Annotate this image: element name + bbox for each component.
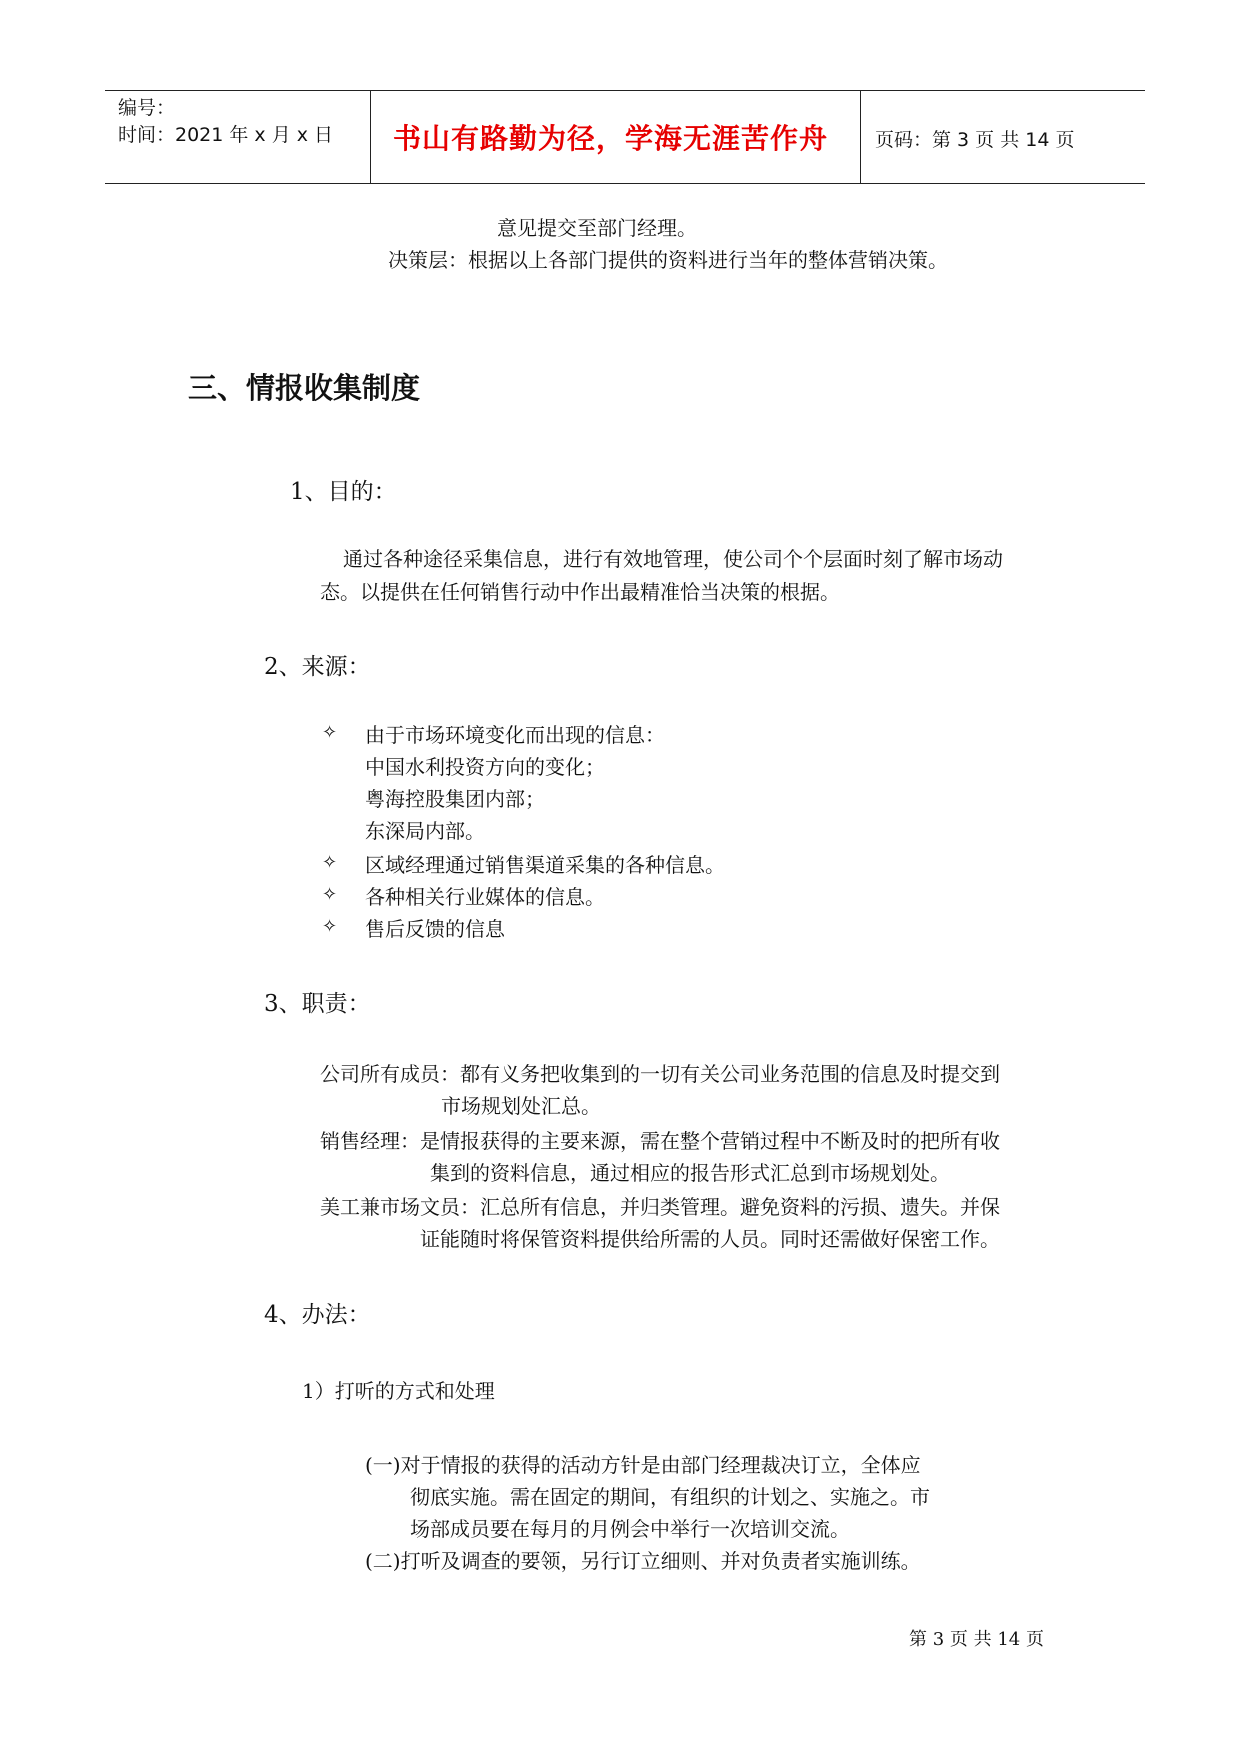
duty-line: 市场规划处汇总。 — [441, 1094, 601, 1118]
section-title: 三、情报收集制度 — [188, 371, 421, 405]
purpose-line-1: 通过各种途径采集信息，进行有效地管理，使公司个个层面时刻了解市场动 — [343, 547, 1003, 571]
intro-line-2: 决策层：根据以上各部门提供的资料进行当年的整体营销决策。 — [388, 248, 948, 272]
header-page-info: 页码：第 3 页 共 14 页 — [875, 129, 1075, 151]
purpose-heading: 1、目的： — [290, 479, 397, 505]
method-heading: 4、办法： — [264, 1302, 371, 1328]
bullet-icon: ✧ — [322, 852, 338, 873]
header-divider-left — [370, 90, 371, 184]
duty-line: 销售经理：是情报获得的主要来源，需在整个营销过程中不断及时的把所有收 — [320, 1129, 1000, 1153]
header-motto: 书山有路勤为径，学海无涯苦作舟 — [393, 122, 829, 155]
source-item: 各种相关行业媒体的信息。 — [365, 885, 605, 909]
header-bottom-border — [105, 183, 1145, 184]
header-number-label: 编号： — [118, 97, 176, 119]
source-subitem: 东深局内部。 — [365, 819, 485, 843]
duty-line: 公司所有成员：都有义务把收集到的一切有关公司业务范围的信息及时提交到 — [320, 1062, 1000, 1086]
source-item: 区域经理通过销售渠道采集的各种信息。 — [365, 853, 725, 877]
duty-line: 集到的资料信息，通过相应的报告形式汇总到市场规划处。 — [430, 1161, 950, 1185]
duty-heading: 3、职责： — [264, 991, 371, 1017]
bullet-icon: ✧ — [322, 722, 338, 743]
purpose-line-2: 态。以提供在任何销售行动中作出最精准恰当决策的根据。 — [320, 580, 840, 604]
source-item: 由于市场环境变化而出现的信息： — [365, 723, 665, 747]
duty-line: 证能随时将保管资料提供给所需的人员。同时还需做好保密工作。 — [420, 1227, 1000, 1251]
page-footer: 第 3 页 共 14 页 — [909, 1629, 1044, 1650]
bullet-icon: ✧ — [322, 916, 338, 937]
source-item: 售后反馈的信息 — [365, 917, 505, 941]
source-subitem: 粤海控股集团内部； — [365, 787, 545, 811]
duty-line: 美工兼市场文员：汇总所有信息，并归类管理。避免资料的污损、遗失。并保 — [320, 1195, 1000, 1219]
method-line: 场部成员要在每月的月例会中举行一次培训交流。 — [410, 1517, 850, 1541]
header-time-label: 时间：2021 年 x 月 x 日 — [118, 124, 334, 146]
method-line: (二)打听及调查的要领，另行订立细则、并对负责者实施训练。 — [365, 1549, 921, 1573]
method-line: 彻底实施。需在固定的期间，有组织的计划之、实施之。市 — [410, 1485, 930, 1509]
source-heading: 2、来源： — [264, 654, 371, 680]
header-divider-right — [860, 90, 861, 184]
method-subheading: 1）打听的方式和处理 — [302, 1379, 495, 1403]
bullet-icon: ✧ — [322, 884, 338, 905]
intro-line-1: 意见提交至部门经理。 — [497, 216, 697, 240]
source-subitem: 中国水利投资方向的变化； — [365, 755, 605, 779]
header-top-border — [105, 90, 1145, 91]
method-line: (一)对于情报的获得的活动方针是由部门经理裁决订立，全体应 — [365, 1453, 921, 1477]
